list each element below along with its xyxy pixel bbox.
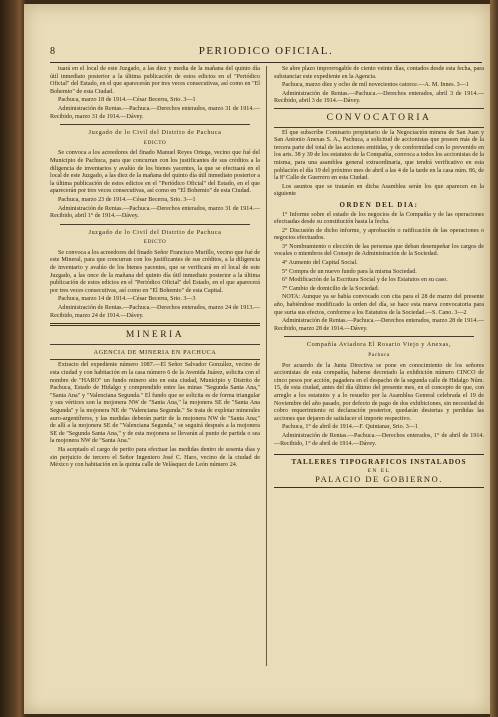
section-title: Juzgado de lo Civil del Distrito de Pachuca bbox=[88, 228, 222, 236]
section-subtitle: Pachuca bbox=[368, 352, 390, 358]
note-paragraph: NOTA: Aunque ya se había convocado con cita para el 28 de marzo del presente año, habiéndose modificado la orden del día, se hace esta nueva convocatoria para que surta sus efectos, conforme a los Estatutos de la Sociedad.—S. Cano. 3—2 bbox=[274, 294, 484, 316]
text-paragraph: Se convoca a los acreedores del finado Señor Francisco Murillo, vecino que fué de este Mineral, para que concurran con los justificantes de sus créditos, a la diligencia de inventario y avalúo de los bienes yacentes, que se verificará en el local de este Juzgado, a las once de la mañana del quinto día útil inmediato posterior a la última publicación de estos edictos en el "Periódico Oficial" del Estado, en el que aparecerá por tres veces consecutivas, así como en "El Bohemio" de esta Capital. bbox=[50, 249, 260, 294]
divider bbox=[284, 336, 474, 337]
right-column bbox=[274, 66, 484, 488]
divider bbox=[60, 224, 250, 225]
column-divider bbox=[266, 66, 267, 666]
admin-note: Administración de Rentas.—Pachuca.—Derechos enterados, marzo 28 de 1914.—Recibido, marzo 28 de 1914.—Dávey. bbox=[274, 318, 484, 332]
admin-note: Administración de Rentas.—Pachuca.—Derechos enterados, marzo 31 de 1914.—Recibido, abril 1° de 1914.—Dávey. bbox=[50, 205, 260, 220]
signature-line: Pachuca, 1° de abril de 1914.—F. Quintanar, Srio. 3—1 bbox=[282, 424, 418, 431]
signature-line: Pachuca, marzo 14 de 1914.—César Becerra, Srio. 3—3 bbox=[58, 296, 196, 303]
agenda-item: 7° Cambio de domicilio de la Sociedad. bbox=[282, 285, 380, 292]
section-subtitle: EDICTO bbox=[143, 239, 167, 246]
section-subtitle: EDICTO bbox=[143, 139, 167, 146]
text-paragraph: Se convoca a los acreedores del finado Manuel Reyes Ortega, vecino que fué del Municipio de Pachuca, para que concurran con los justificantes de sus créditos a la diligencia de inventarios y avalúo de los bienes yacentes, la que se efectuará en el local de este Juzgado, a las diez de la mañana del quinto día útil inmediato posterior a la última publicación de estos edictos en el "Periódico Oficial" del Estado, en el que aparecerán por tres veces consecutivas, así como en "El Bohemio" de esta Ciudad. bbox=[50, 150, 260, 195]
double-divider bbox=[50, 323, 260, 326]
admin-note: Administración de Rentas.—Pachuca.—Derechos enterados, 1° de abril de 1914.—Recibido, 1° de abril de 1914.—Dávey. bbox=[274, 432, 484, 447]
divider bbox=[60, 124, 250, 125]
agenda-item: 1° Informe sobre el estado de los negocios de la Compañía y de las operaciones efectuadas desde su constitución hasta la fecha. bbox=[274, 211, 484, 226]
agenda-item: 3° Nombramiento o elección de las personas que deban desempeñar los cargos de vocales o miembros del Consejo de Administración de la Sociedad. bbox=[274, 243, 484, 258]
text-paragraph: Extracto del expediente número 1087.—El Señor Salvador González, vecino de esta ciudad y con habitación en la casa número 6 de la Avenida Juárez, solicita con el nombre de "HARO" un fundo minero sito en esta ciudad, Municipio y Distrito de Pachuca, Estado de Hidalgo y comprendido entre las minas "Segunda Santa Ana," "Santa Ana" y "Valenciana Segunda." El fundo que se solicita es de forma triangular y sus vértices son la mojonera NW de "Santa Ana," la mojonera SE de "Santa Ana Segunda" y la mojonera NE de "Valenciana Segunda." Se trata de explotar minerales auro-argentíferos, y las medidas deberán partir de la mojonera NW de "Santa Ana;" de allí a la mojonera SE de "Valenciana Segunda," se seguirá después a la mojonera SE de "Segunda Santa Ana," y de esta mojonera se llevarán al punto de partida o sea la mojonera NW de "Santa Ana." bbox=[50, 362, 260, 445]
section-heading: MINERIA bbox=[125, 330, 185, 341]
page-header bbox=[50, 44, 482, 63]
book-edge bbox=[490, 0, 498, 717]
printer-notice-line: TALLERES TIPOGRAFICOS INSTALADOS bbox=[291, 458, 467, 467]
left-column bbox=[50, 66, 260, 471]
text-paragraph: tuará en el local de este Juzgado, a las diez y media de la mañana del quinto día útil inmediato posterior a la última publicación de estos edictos en el "Periódico Oficial" del Estado, en el que aparecerán por tres veces consecutivas, así como en "El Bohemio" de esta Ciudad. bbox=[50, 66, 260, 95]
divider bbox=[274, 108, 484, 109]
agenda-item: 5° Compra de un nuevo fundo para la misma Sociedad. bbox=[282, 268, 417, 275]
section-heading: CONVOCATORIA bbox=[326, 112, 432, 123]
divider bbox=[50, 359, 260, 360]
admin-note: Administración de Rentas.—Pachuca.—Derechos enterados, abril 3 de 1914.—Recibido, abril 3 de 1914.—Dávey. bbox=[274, 90, 484, 105]
agenda-item: 4° Aumento del Capital Social. bbox=[282, 260, 358, 267]
admin-note: Administración de Rentas.—Pachuca.—Derechos enterados, marzo 24 de 1913.—Recibido, marzo 24 de 1914.—Dávey. bbox=[50, 305, 260, 319]
text-paragraph: Ha aceptado el cargo de perito para efectuar las medidas dentro de sesenta días y sin perjuicio de tercero el Señor Ingeniero José C. Haro, vecino de la ciudad de México y con habitación en la quinta calle de Velásquez de León número 24. bbox=[50, 446, 260, 469]
agenda-title: ORDEN DEL DIA: bbox=[339, 200, 419, 209]
admin-note: Administración de Rentas.—Pachuca.—Derechos enterados, marzo 31 de 1914.—Recibido, marzo 31 de 1914.—Dávey. bbox=[50, 105, 260, 120]
divider bbox=[274, 127, 484, 128]
section-subheading: AGENCIA DE MINERIA EN PACHUCA bbox=[93, 348, 217, 356]
page-number: 8 bbox=[50, 46, 55, 57]
text-paragraph: Por acuerdo de la Junta Directiva se pone en conocimiento de los señores accionistas de esta compañía, haberse decretado la exhibición número CINCO de cinco pesos por acción, pagadera en el despacho de la segunda calle de Hidalgo Núm. 15, de esta ciudad, antes del día último del presente mes, en el concepto de que, con arreglo a los estatutos y a lo resuelto por la Asamblea General celebrada el 19 de Noviembre del año pasado, por defecto de pago de dos exhibiciones, sin necesidad de cobro requerimiento ni declaración posterior, quedarán desiertas y perdidas las acciones que dejaren de satisfacer el importe respectivo. bbox=[274, 362, 484, 422]
text-paragraph: Los asuntos que se tratarán en dicha Asamblea serán los que aparecen en la siguiente bbox=[274, 183, 484, 198]
printer-notice-line: PALACIO DE GOBIERNO. bbox=[315, 474, 443, 485]
signature-line: Pachuca, marzo diez y ocho de mil novecientos catorce.—A. M. Innes. 3—1 bbox=[282, 82, 469, 89]
page-title: PERIODICO OFICIAL. bbox=[198, 45, 334, 57]
text-paragraph: El que subscribe Comisario propietario de la Negociación minera de San Juan y San Antonio Anexas S. A., Pachuca, a solicitud de accionistas que poseen más de la tercera parte del total de las acciones emitidas, y de conformidad con lo prevenido en los arts. 38 y 39 de los estatutos de la Compañía, convoca a todos los accionistas de la misma, para una asamblea general extraordinaria, que tendrá verificativo en esta población el día 19 del próximo mes de abril a las 4 de la tarde en la casa núm. 86, de la 8ª Calle de Guerrero en esta Ciudad. bbox=[274, 129, 484, 182]
text-paragraph: Se abre plazo improrrogable de ciento veinte días, contados desde esta fecha, para substanciar este expediente en la Agencia. bbox=[274, 66, 484, 80]
signature-line: Pachuca, marzo 18 de 1914.—César Becerra, Srio. 3—1 bbox=[58, 97, 196, 104]
agenda-item: 6° Modificación de la Escritura Social y de los Estatutos en su caso. bbox=[282, 277, 448, 284]
divider bbox=[50, 344, 260, 345]
section-title: Compañía Aviadora El Rosario Viejo y Anexas, bbox=[306, 341, 452, 349]
agenda-item: 2° Discusión de dicho informe, y aprobación o ratificación de las operaciones o negocios efectuados. bbox=[274, 227, 484, 242]
printer-notice-line: EN EL bbox=[367, 467, 391, 474]
section-title: Juzgado de lo Civil del Distrito de Pachuca bbox=[88, 129, 222, 137]
printer-notice bbox=[274, 454, 484, 488]
signature-line: Pachuca, marzo 23 de 1914.—César Becerra, Srio. 3—1 bbox=[58, 196, 196, 203]
